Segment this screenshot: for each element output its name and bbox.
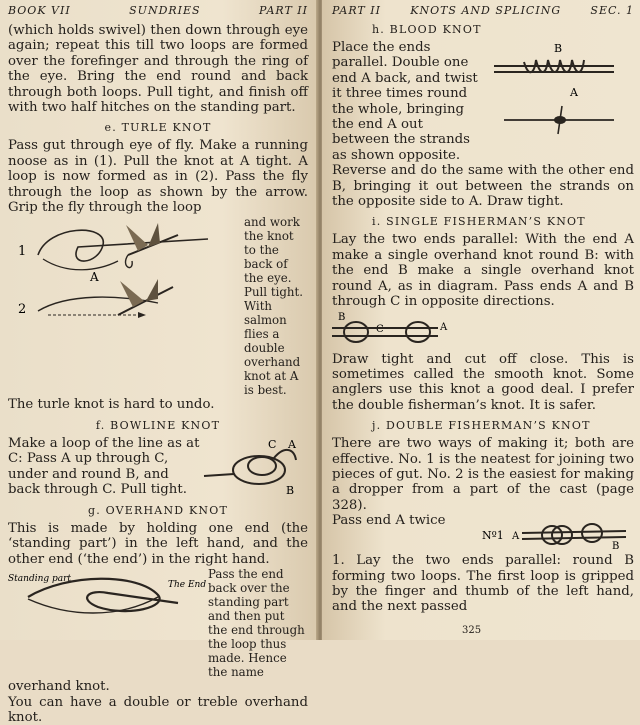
bowline-row bbox=[8, 436, 308, 498]
double-fishermans-text: There are two ways of making it; both are effective. No. 1 is the neatest for joining two pieces of gut. No. 2 is the easiest for making a dropper from a part of the cast (page 328). bbox=[332, 436, 634, 513]
running-head-left bbox=[8, 4, 308, 17]
single-fishermans-diagram bbox=[332, 308, 452, 352]
bowline-knot-diagram bbox=[204, 436, 304, 498]
single-fishermans-text-2: Draw tight and cut off close. This is sometimes called the smooth knot. Some anglers use this knot a good deal. I prefer the double fisherman’s knot. It is safer. bbox=[332, 352, 634, 414]
double-fishermans-step: 1. Lay the two ends parallel: round B forming two loops. The first loop is gripped by the finger and thumb of the left hand, and the next passed bbox=[332, 553, 634, 615]
part-label-right: PART II bbox=[332, 4, 381, 17]
overhand-knot-text: This is made by holding one end (the ‘standing part’) in the left hand, and the other end (‘the end’) in the right hand. bbox=[8, 521, 308, 567]
bowline-label-b: B bbox=[286, 484, 294, 497]
chapter-title: KNOTS AND SPLICING bbox=[410, 4, 561, 17]
double-fishermans-step-lead: Pass end A twice bbox=[332, 513, 482, 528]
overhand-knot-heading: g. OVERHAND KNOT bbox=[8, 504, 308, 517]
double-fishermans-diagram bbox=[482, 513, 628, 553]
blood-knot-heading: h. BLOOD KNOT bbox=[332, 23, 634, 36]
overhand-knot-diagram bbox=[8, 567, 204, 621]
turle-label-1: 1 bbox=[18, 244, 26, 259]
book-label: BOOK VII bbox=[8, 4, 71, 17]
turle-knot-figure-row bbox=[8, 215, 308, 397]
fly-1-icon bbox=[126, 223, 178, 268]
turle-knot-side-text: and work the knot to the back of the eye. Pull tight. With salmon flies a double overhand knot at A is best. bbox=[244, 215, 306, 397]
turle-knot-diagram bbox=[8, 215, 240, 333]
blood-label-b: B bbox=[554, 42, 562, 55]
double-row bbox=[332, 513, 634, 553]
bowline-knot-text: Make a loop of the line as at C: Pass A up through C, under and round B, and back through C. Pull tight. bbox=[8, 436, 204, 498]
overhand-footer-2: You can have a double or treble overhand knot. bbox=[8, 695, 308, 725]
bowline-knot-heading: f. BOWLINE KNOT bbox=[8, 419, 308, 432]
blood-knot-tail: Reverse and do the same with the other end B, bringing it out between the strands on the opposite side to A. Draw tight. bbox=[332, 163, 634, 209]
double-label-a: A bbox=[511, 531, 520, 542]
section-label: SEC. 1 bbox=[590, 4, 634, 17]
double-label-b: B bbox=[612, 541, 619, 552]
left-page bbox=[0, 0, 318, 640]
bowline-label-a: A bbox=[287, 438, 297, 451]
blood-label-a: A bbox=[569, 86, 579, 99]
overhand-side-text: Pass the end back over the standing part and then put the end through the loop thus made. Hence the name bbox=[208, 567, 306, 679]
overhand-label-standing-part: Standing part bbox=[8, 574, 71, 584]
double-label-no1: Nº1 bbox=[482, 529, 504, 542]
overhand-footer-1: overhand knot. bbox=[8, 679, 308, 694]
running-head-right bbox=[332, 4, 634, 17]
bowline-label-c: C bbox=[268, 438, 276, 451]
fly-2-icon bbox=[118, 279, 173, 315]
part-label: PART II bbox=[259, 4, 308, 17]
page-number: 325 bbox=[462, 625, 481, 636]
blood-row bbox=[332, 40, 634, 163]
blood-knot-diagram bbox=[484, 40, 626, 140]
turle-knot-footer: The turle knot is hard to undo. bbox=[8, 397, 308, 412]
overhand-row bbox=[8, 567, 308, 679]
turle-knot-heading: e. TURLE KNOT bbox=[8, 121, 308, 134]
overhand-label-the-end: The End bbox=[168, 580, 206, 590]
single-fishermans-heading: i. SINGLE FISHERMAN’S KNOT bbox=[332, 215, 634, 228]
single-label-a: A bbox=[439, 322, 448, 333]
right-page bbox=[322, 0, 640, 640]
intro-paragraph: (which holds swivel) then down through eye again; repeat this till two loops are formed over the forefinger and through the ring of the eye. Bring the end round and back through both loops. Pull tight, and finish off with two half hitches on the standing part. bbox=[8, 23, 308, 115]
single-label-b: B bbox=[338, 312, 345, 323]
single-fishermans-text: Lay the two ends parallel: With the end A make a single overhand knot round B: with the end B make a single overhand knot round A, as in diagram. Pass ends A and B through C in opposite directions. bbox=[332, 232, 634, 309]
turle-knot-text: Pass gut through eye of fly. Make a running noose as in (1). Pull the knot at A tight. A loop is now formed as in (2). Pass the fly through the loop as shown by the arrow. Grip the fly through the loop bbox=[8, 138, 308, 215]
turle-label-a: A bbox=[89, 270, 99, 284]
single-label-c: C bbox=[376, 324, 384, 335]
turle-label-2: 2 bbox=[18, 302, 26, 317]
blood-knot-text: Place the ends parallel. Double one end A back, and twist it three times round the whole, bringing the end A out between the strands as shown opposite. bbox=[332, 40, 484, 163]
section-title: SUNDRIES bbox=[129, 4, 200, 17]
double-fishermans-heading: j. DOUBLE FISHERMAN’S KNOT bbox=[332, 419, 634, 432]
